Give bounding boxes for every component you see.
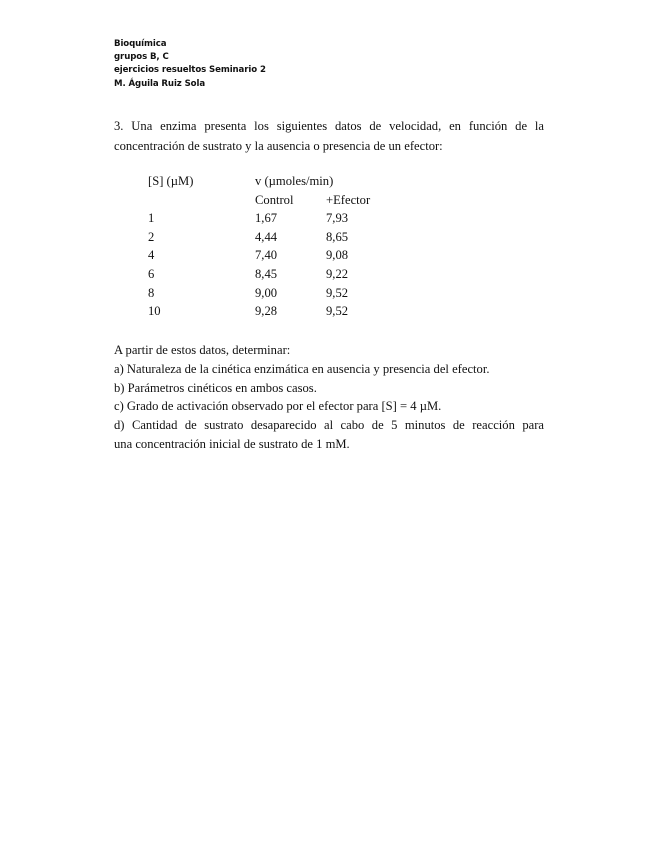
control-cell: 8,45 <box>255 266 278 281</box>
col-velocity-header: v (µmoles/min) <box>255 174 334 188</box>
question-line-2: concentración de sustrato y la ausencia o presencia de un efector: <box>114 138 443 153</box>
substrate-cell: 1 <box>148 211 155 226</box>
effector-cell: 9,52 <box>326 285 349 300</box>
control-cell: 9,28 <box>255 304 278 319</box>
effector-cell: 9,52 <box>326 304 349 319</box>
col-substrate-header: [S] (µM) <box>148 174 194 188</box>
table-row <box>148 228 406 247</box>
header-groups: grupos B, C <box>114 52 169 63</box>
task-list <box>114 341 544 454</box>
table-header-row <box>148 172 406 191</box>
empty-cell <box>148 191 255 210</box>
table-row <box>148 284 406 303</box>
effector-cell: 9,22 <box>326 266 349 281</box>
effector-cell: 7,93 <box>326 211 349 226</box>
document-header <box>114 38 266 91</box>
question-line-1: 3. Una enzima presenta los siguientes datos de velocidad, en función de la <box>114 119 544 133</box>
task-d-line-2: una concentración inicial de sustrato de 1 mM. <box>114 436 350 451</box>
substrate-cell: 6 <box>148 266 155 281</box>
header-title: ejercicios resueltos Seminario 2 <box>114 65 266 76</box>
effector-cell: 9,08 <box>326 248 349 263</box>
control-cell: 4,44 <box>255 229 278 244</box>
table-row <box>148 265 406 284</box>
table-row <box>148 302 406 321</box>
table-row <box>148 246 406 265</box>
task-intro: A partir de estos datos, determinar: <box>114 343 291 357</box>
task-a: a) Naturaleza de la cinética enzimática en ausencia y presencia del efector. <box>114 361 490 376</box>
effector-cell: 8,65 <box>326 229 349 244</box>
task-b: b) Parámetros cinéticos en ambos casos. <box>114 380 317 395</box>
task-c: c) Grado de activación observado por el efector para [S] = 4 µM. <box>114 399 442 414</box>
header-subject: Bioquímica <box>114 39 167 49</box>
table-row <box>148 209 406 228</box>
velocity-data-table <box>148 172 406 321</box>
table-subheader-row <box>148 191 406 210</box>
task-d-line-1: d) Cantidad de sustrato desaparecido al cabo de 5 minutos de reacción para <box>114 418 544 433</box>
col-control-header: Control <box>255 192 294 207</box>
question-statement <box>114 117 544 156</box>
substrate-cell: 8 <box>148 285 155 300</box>
control-cell: 1,67 <box>255 211 278 226</box>
col-effector-header: +Efector <box>326 192 371 207</box>
control-cell: 9,00 <box>255 285 278 300</box>
substrate-cell: 2 <box>148 229 155 244</box>
substrate-cell: 4 <box>148 248 155 263</box>
substrate-cell: 10 <box>148 304 161 319</box>
header-author: M. Águila Ruiz Sola <box>114 78 206 89</box>
control-cell: 7,40 <box>255 248 278 263</box>
